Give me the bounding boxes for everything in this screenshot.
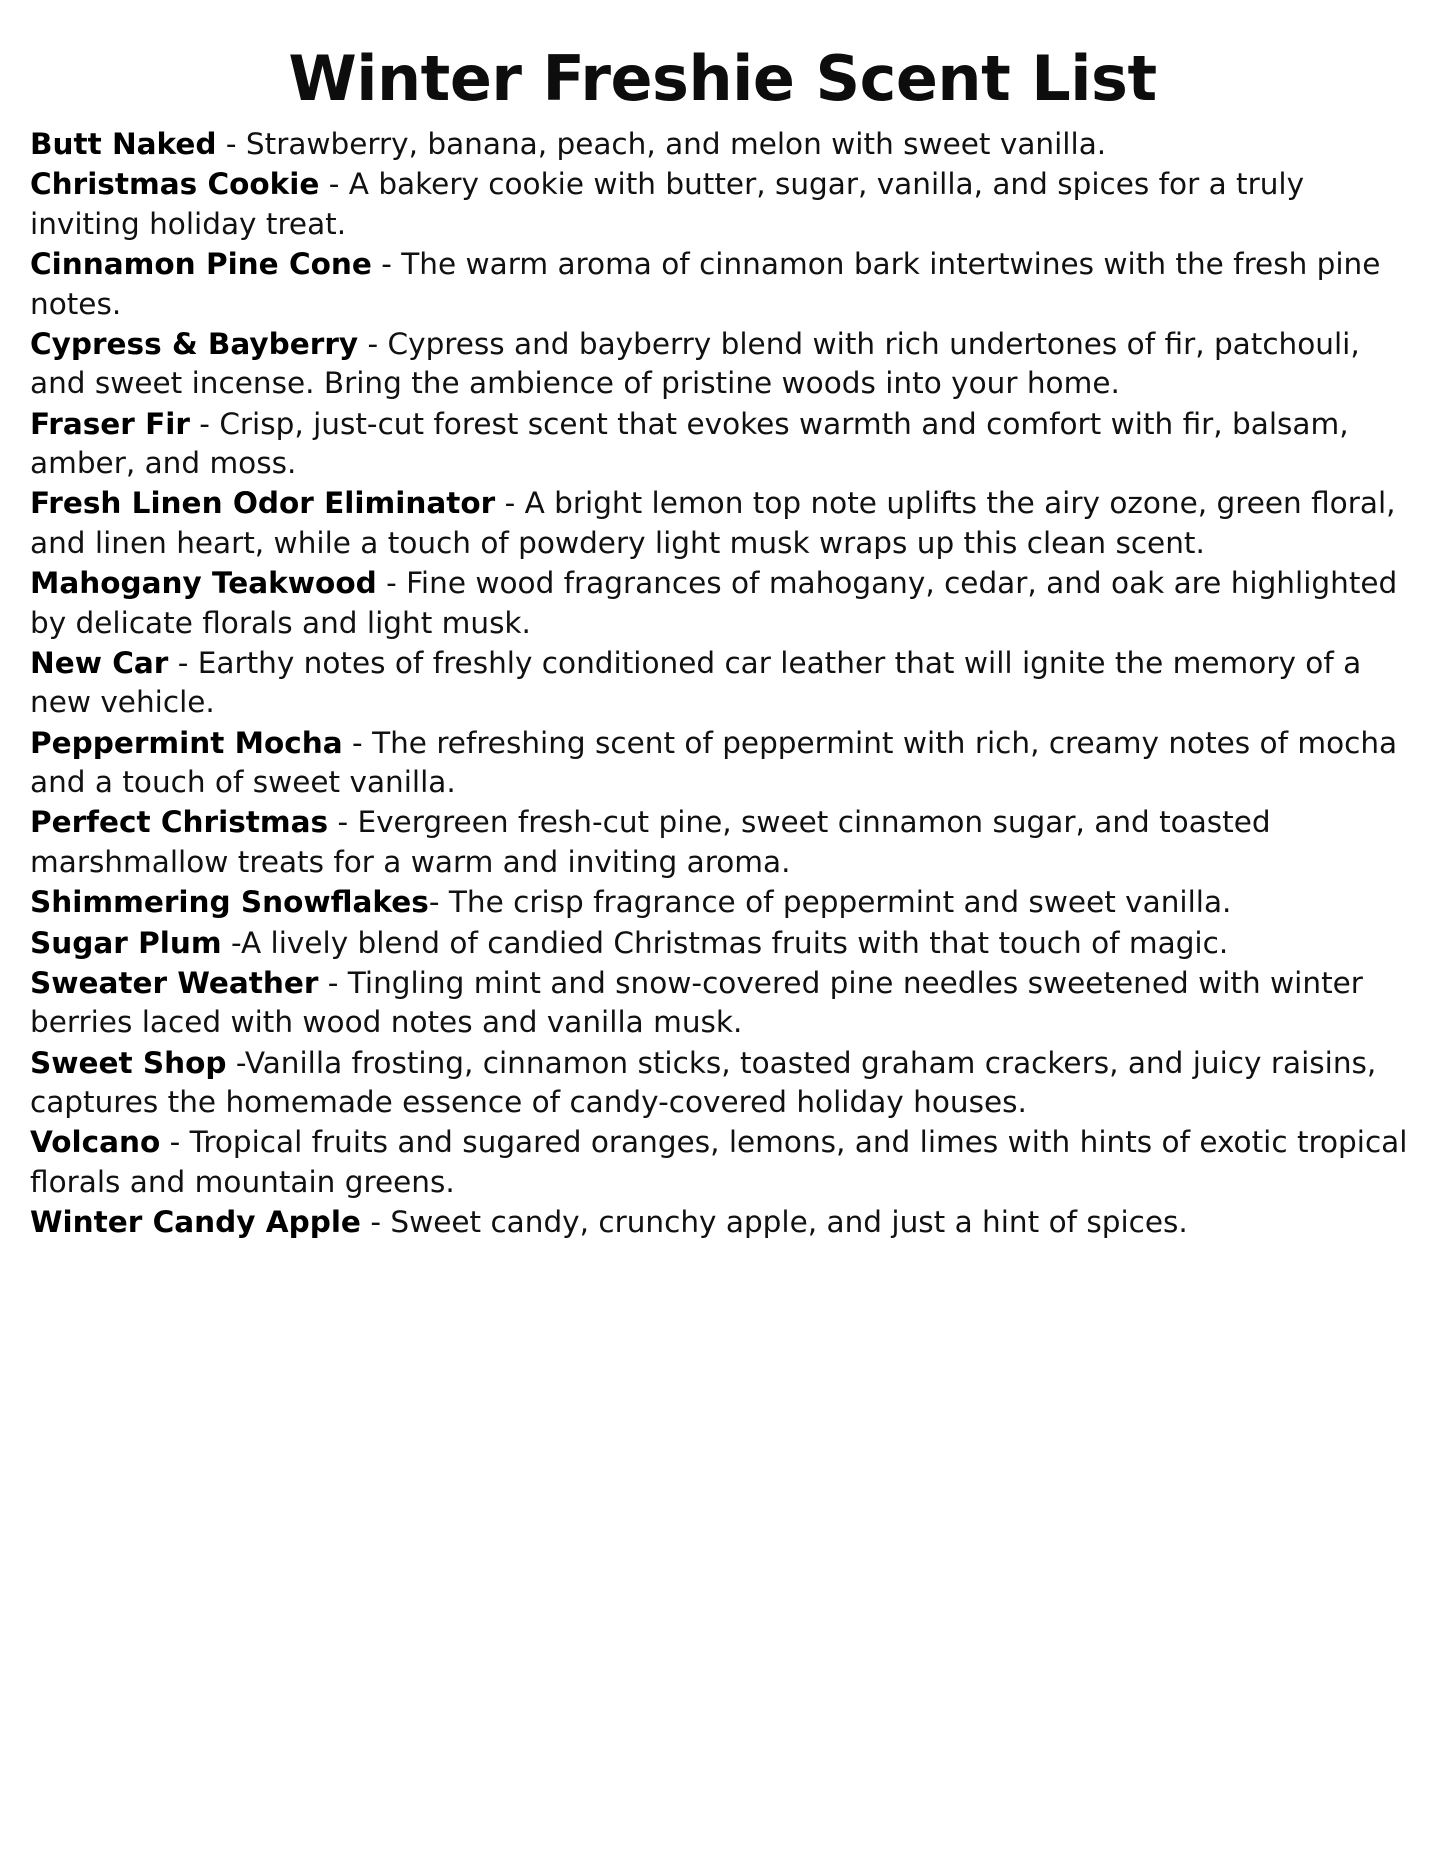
scent-description: - Tingling mint and snow-covered pine needles sweetened with winter berries laced with wood notes and vanilla musk. [30, 965, 1363, 1040]
scent-name: Mahogany Teakwood [30, 566, 377, 601]
scent-description: -Vanilla frosting, cinnamon sticks, toasted graham crackers, and juicy raisins, captures the homemade essence of candy-covered holiday houses. [30, 1045, 1377, 1120]
list-item [30, 125, 1415, 164]
scent-description: - Sweet candy, crunchy apple, and just a hint of spices. [360, 1205, 1188, 1240]
list-item [30, 1203, 1415, 1242]
list-item [30, 405, 1415, 484]
list-item [30, 924, 1415, 963]
scent-description: - Strawberry, banana, peach, and melon with sweet vanilla. [216, 127, 1107, 162]
list-item [30, 883, 1415, 922]
page-title: Winter Freshie Scent List [288, 42, 1157, 115]
scent-name: Fraser Fir [30, 406, 190, 441]
scent-name: Perfect Christmas [30, 805, 329, 840]
scent-name: Sugar Plum [30, 925, 222, 960]
list-item [30, 484, 1415, 563]
list-item [30, 1123, 1415, 1202]
scent-name: New Car [30, 645, 169, 680]
list-item [30, 165, 1415, 244]
list-item [30, 245, 1415, 324]
scent-name: Winter Candy Apple [30, 1205, 361, 1240]
scent-name: Sweet Shop [30, 1045, 227, 1080]
list-item [30, 964, 1415, 1043]
scent-description: - Cypress and bayberry blend with rich undertones of fir, patchouli, and sweet incense. Bring the ambience of pristine woods into your home. [30, 326, 1360, 401]
scent-name: Shimmering Snowflakes [30, 885, 429, 920]
scent-name: Sweater Weather [30, 965, 319, 1000]
scent-description: - Crisp, just-cut forest scent that evokes warmth and comfort with fir, balsam, amber, and moss. [30, 406, 1349, 481]
list-item [30, 325, 1415, 404]
scent-name: Butt Naked [30, 127, 217, 162]
list-item [30, 803, 1415, 882]
scent-list [30, 125, 1415, 1243]
scent-description: -A lively blend of candied Christmas fruits with that touch of magic. [221, 925, 1229, 960]
scent-description: - A bakery cookie with butter, sugar, vanilla, and spices for a truly inviting holiday treat. [30, 167, 1305, 241]
list-item [30, 564, 1415, 643]
scent-description: - Earthy notes of freshly conditioned car leather that will ignite the memory of a new vehicle. [30, 645, 1362, 720]
scent-name: Volcano [30, 1125, 161, 1160]
scent-description: - Tropical fruits and sugared oranges, lemons, and limes with hints of exotic tropical florals and mountain greens. [30, 1125, 1408, 1199]
scent-name: Christmas Cookie [30, 167, 320, 202]
scent-name: Cypress & Bayberry [30, 326, 359, 361]
scent-description: - Fine wood fragrances of mahogany, cedar, and oak are highlighted by delicate florals and light musk. [30, 566, 1398, 640]
list-item [30, 644, 1415, 723]
scent-name: Peppermint Mocha [30, 725, 343, 760]
scent-name: Fresh Linen Odor Eliminator [30, 486, 496, 521]
list-item [30, 1044, 1415, 1123]
scent-description: - The warm aroma of cinnamon bark intertwines with the fresh pine notes. [30, 247, 1381, 321]
scent-name: Cinnamon Pine Cone [30, 247, 372, 282]
scent-description: - The refreshing scent of peppermint with rich, creamy notes of mocha and a touch of sweet vanilla. [30, 725, 1398, 800]
scent-description: - Evergreen fresh-cut pine, sweet cinnamon sugar, and toasted marshmallow treats for a warm and inviting aroma. [30, 805, 1271, 879]
scent-description: - A bright lemon top note uplifts the airy ozone, green floral, and linen heart, while a touch of powdery light musk wraps up this clean scent. [30, 486, 1396, 560]
scent-description: - The crisp fragrance of peppermint and sweet vanilla. [428, 885, 1232, 920]
list-item [30, 724, 1415, 803]
